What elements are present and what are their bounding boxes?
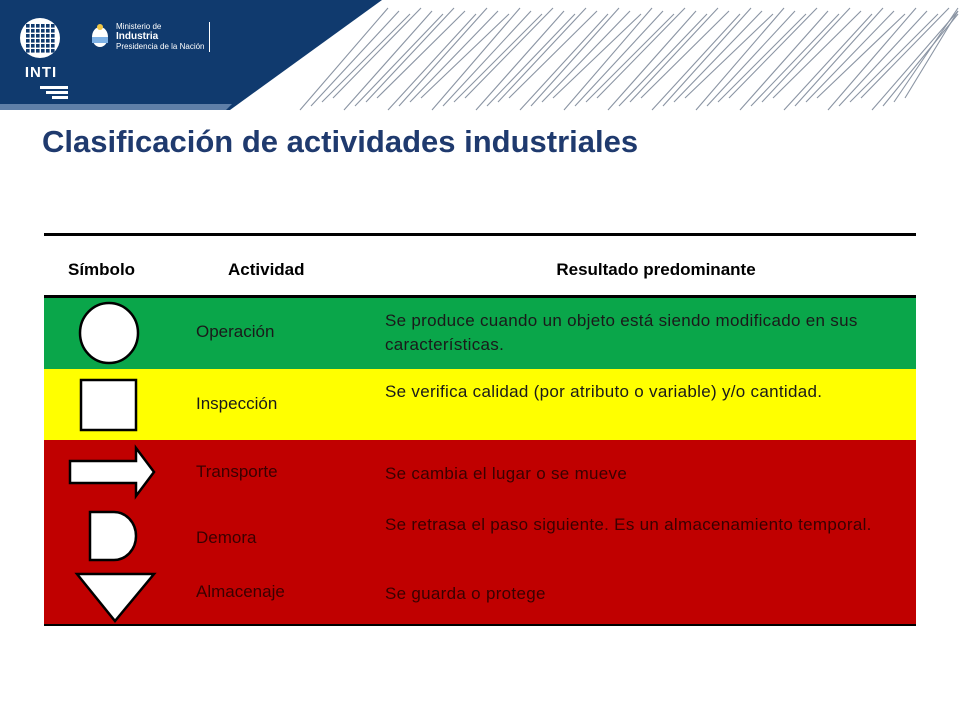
- table-row-almacenaje: [44, 571, 916, 624]
- result-text: Se retrasa el paso siguiente. Es un almacenamiento temporal.: [385, 515, 872, 534]
- ministerio-line1: Ministerio de: [116, 22, 162, 31]
- activity-label: Inspección: [196, 394, 278, 413]
- result-text: Se verifica calidad (por atributo o variable) y/o cantidad.: [385, 382, 823, 401]
- ministerio-logo: [90, 22, 210, 58]
- square-icon: [44, 369, 192, 440]
- header-result: Resultado predominante: [556, 260, 756, 279]
- result-text: Se produce cuando un objeto está siendo modificado en sus características.: [385, 311, 858, 354]
- d-shape-icon: [44, 500, 192, 571]
- table-bottom-rule: [44, 624, 916, 626]
- table-header-row: [44, 236, 916, 298]
- arrow-right-icon: [44, 440, 192, 500]
- inti-logo-text: INTI: [24, 64, 58, 81]
- table-row-demora: [44, 500, 916, 571]
- header-background: [0, 0, 960, 120]
- triangle-down-icon: [44, 571, 192, 624]
- activities-table: [44, 233, 916, 626]
- table-row-inspeccion: [44, 369, 916, 440]
- activity-label: Almacenaje: [196, 582, 285, 601]
- inti-bars-icon: [40, 86, 68, 100]
- symbol-cell: [44, 571, 192, 624]
- inti-grid-icon: [20, 18, 60, 58]
- symbol-cell: [44, 369, 192, 440]
- result-text: Se cambia el lugar o se mueve: [385, 464, 628, 483]
- ministerio-line3: Presidencia de la Nación: [116, 42, 205, 51]
- table-row-operacion: [44, 298, 916, 369]
- header-symbol: Símbolo: [68, 260, 136, 279]
- symbol-cell: [44, 440, 192, 500]
- symbol-cell: [44, 298, 192, 369]
- symbol-cell: [44, 500, 192, 571]
- header-band: [0, 0, 960, 120]
- table-row-transporte: [44, 440, 916, 500]
- page-title: Clasificación de actividades industriales: [42, 124, 639, 159]
- activity-label: Operación: [196, 322, 275, 341]
- header-activity: Actividad: [228, 260, 305, 279]
- ministerio-text: [116, 22, 210, 52]
- activity-label: Demora: [196, 528, 257, 547]
- result-text: Se guarda o protege: [385, 584, 546, 603]
- activity-label: Transporte: [196, 462, 278, 481]
- ministerio-line2: Industria: [116, 31, 159, 42]
- inti-logo: [14, 14, 68, 94]
- circle-icon: [44, 298, 192, 369]
- escudo-icon: [90, 22, 110, 50]
